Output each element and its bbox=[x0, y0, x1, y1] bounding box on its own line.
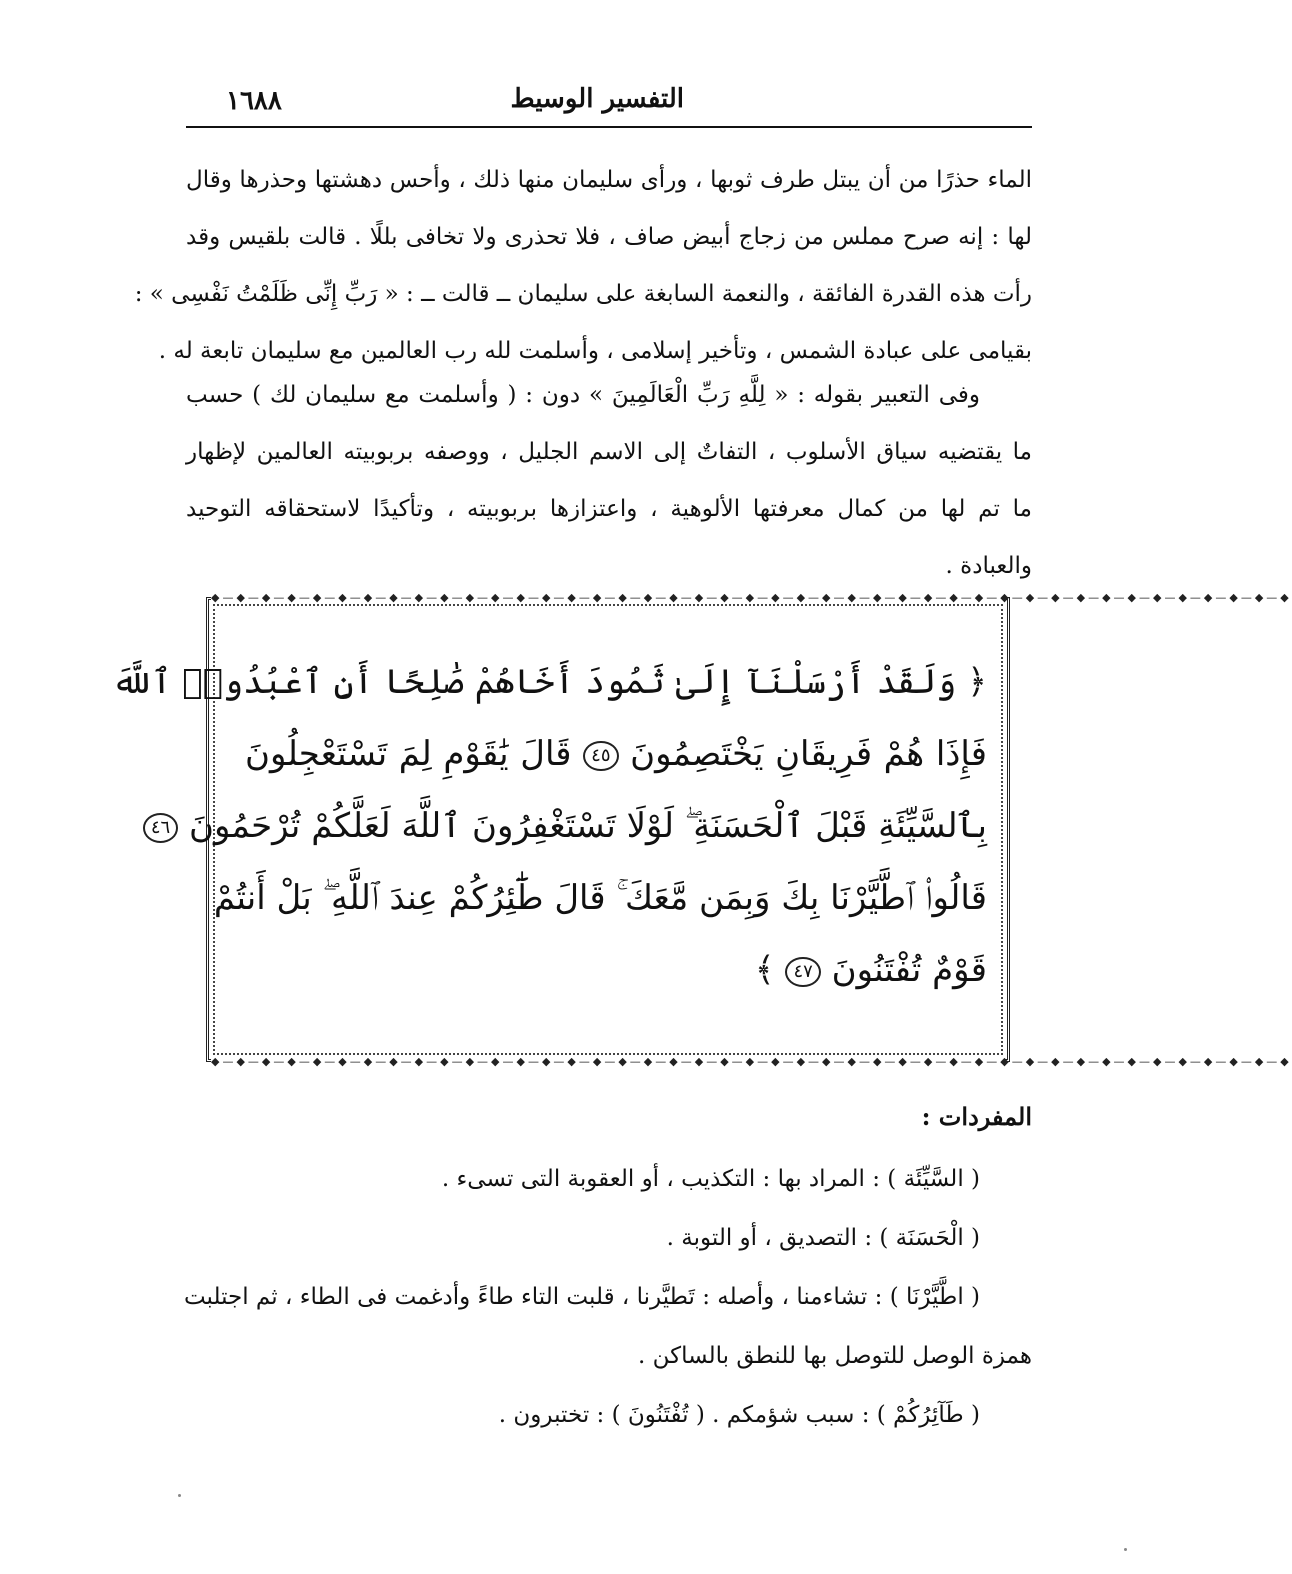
vocabulary-heading: المفردات : bbox=[921, 1102, 1032, 1131]
quran-line bbox=[245, 934, 987, 1006]
quran-line-segment: قَالَ يَٰقَوْمِ لِمَ تَسْتَعْجِلُونَ bbox=[245, 734, 572, 774]
ornament-border-top: ◆—◆—◆—◆—◆—◆—◆—◆—◆—◆—◆—◆—◆—◆—◆—◆—◆—◆—◆—◆—◆—◆—◆—◆—◆—◆—◆—◆—◆—◆—◆—◆—◆—◆—◆—◆—◆—◆—◆—◆—◆—◆—◆ bbox=[211, 591, 1292, 604]
quran-verses-box bbox=[111, 591, 1292, 1068]
paragraph-line: وفى التعبير بقوله : « لِلَّهِ رَبِّ الْعَالَمِينَ » دون : ( وأسلمت مع سليمان لك ) حسب bbox=[186, 382, 980, 408]
vocabulary-item: ( السَّيِّئَة ) : المراد بها : التكذيب ، أو العقوبة التى تسىء . bbox=[441, 1166, 980, 1192]
verse-number-marker: ٤٧ bbox=[785, 957, 820, 987]
scan-speck bbox=[1124, 1548, 1127, 1551]
vocabulary-item: همزة الوصل للتوصل بها للنطق بالساكن . bbox=[638, 1343, 1032, 1369]
quran-line-segment: قَوْمٌ تُفْتَنُونَ bbox=[831, 950, 987, 990]
verse-number-marker: ٤٦ bbox=[143, 813, 178, 843]
closing-bracket: ﴾ bbox=[754, 950, 775, 990]
quran-line bbox=[245, 718, 987, 790]
vocabulary-list bbox=[183, 1150, 1032, 1445]
vocabulary-item: ( الْحَسَنَة ) : التصديق ، أو التوبة . bbox=[666, 1225, 980, 1251]
paragraph-continuation bbox=[134, 152, 1032, 380]
ornament-border-bottom: ◆—◆—◆—◆—◆—◆—◆—◆—◆—◆—◆—◆—◆—◆—◆—◆—◆—◆—◆—◆—◆—◆—◆—◆—◆—◆—◆—◆—◆—◆—◆—◆—◆—◆—◆—◆—◆—◆—◆—◆—◆—◆—◆ bbox=[211, 1055, 1292, 1068]
paragraph-commentary bbox=[186, 367, 1032, 595]
verse-number-marker: ٤٥ bbox=[583, 741, 618, 771]
page-number: ١٦٨٨ bbox=[226, 86, 282, 116]
paragraph-line: والعبادة . bbox=[945, 553, 1032, 579]
paragraph-line: الماء حذرًا من أن يبتل طرف ثوبها ، ورأى سليمان منها ذلك ، وأحس دهشتها وحذرها وقال bbox=[186, 167, 1032, 193]
scan-speck bbox=[178, 1494, 181, 1497]
paragraph-line: ما يقتضيه سياق الأسلوب ، التفاتٌ إلى الاسم الجليل ، ووصفه بربوبيته العالمين لإظهار bbox=[186, 439, 1032, 465]
header-divider bbox=[186, 126, 1032, 128]
vocabulary-item: ( اطَّيَّرْنَا ) : تشاءمنا ، وأصله : تَطيَّرنا ، قلبت التاء طاءً وأدغمت فى الطاء ، ثم اجتلبت bbox=[183, 1284, 980, 1310]
running-title: التفسير الوسيط bbox=[510, 84, 684, 114]
quran-line: قَالُوا۟ ٱطَّيَّرْنَا بِكَ وَبِمَن مَّعَكَ ۚ قَالَ طَٰٓئِرُكُمْ عِندَ ٱللَّهِ ۖ بَلْ أَنتُمْ bbox=[213, 878, 987, 918]
paragraph-line: لها : إنه صرح مملس من زجاج أبيض صاف ، فلا تحذرى ولا تخافى بللًا . قالت بلقيس وقد bbox=[186, 224, 1032, 250]
vocabulary-item: ( طَآئِرُكُمْ ) : سبب شؤمكم . ( تُفْتَنُونَ ) : تختبرون . bbox=[498, 1402, 980, 1428]
quran-text bbox=[111, 646, 988, 1006]
paragraph-line: ما تم لها من كمال معرفتها الألوهية ، واعتزازها بربوبيته ، وتأكيدًا لاستحقاقه التوحيد bbox=[186, 496, 1032, 522]
quran-line bbox=[150, 790, 987, 862]
paragraph-line: رأت هذه القدرة الفائقة ، والنعمة السابغة على سليمان ــ قالت ــ : « رَبِّ إِنِّى ظَلَمْتُ نَفْسِى » : bbox=[134, 281, 1032, 307]
quran-line: ﴿ وَلَقَدْ أَرْسَلْنَآ إِلَىٰ ثَمُودَ أَخَاهُمْ صَٰلِحًا أَنِ ٱعْبُدُوا۟ ٱللَّهَ bbox=[111, 662, 987, 702]
paragraph-line: بقيامى على عبادة الشمس ، وتأخير إسلامى ، وأسلمت لله رب العالمين مع سليمان تابعة له . bbox=[158, 338, 1032, 364]
quran-line-segment: فَإِذَا هُمْ فَرِيقَانِ يَخْتَصِمُونَ bbox=[630, 734, 988, 774]
quran-line-segment: بِٱلسَّيِّئَةِ قَبْلَ ٱلْحَسَنَةِ ۖ لَوْلَا تَسْتَغْفِرُونَ ٱللَّهَ لَعَلَّكُمْ تُرْحَمُونَ bbox=[188, 806, 987, 846]
